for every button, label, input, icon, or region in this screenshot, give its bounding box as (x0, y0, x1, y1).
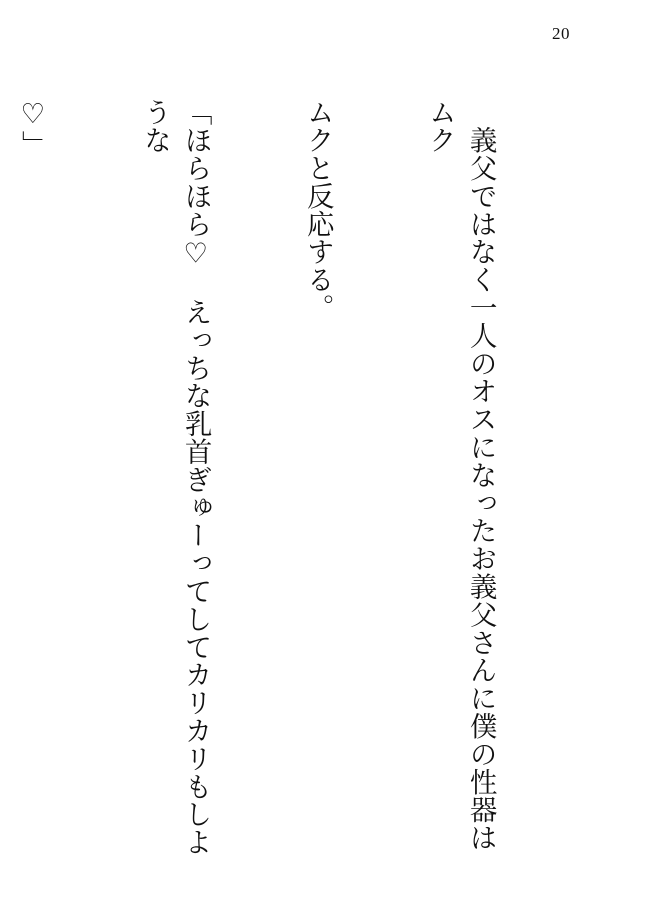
text-line: 「ほらほら♡ えっちな乳首ぎゅーってしてカリカリもしような (138, 98, 212, 856)
novel-body-text (0, 98, 582, 858)
text-line: ムクと反応する。 (301, 98, 334, 322)
text-line: 義父ではなく一人のオスになったお義父さんに僕の性器はムク (423, 98, 497, 852)
text-line: ♡」 (16, 98, 49, 159)
page-number: 20 (552, 24, 570, 43)
